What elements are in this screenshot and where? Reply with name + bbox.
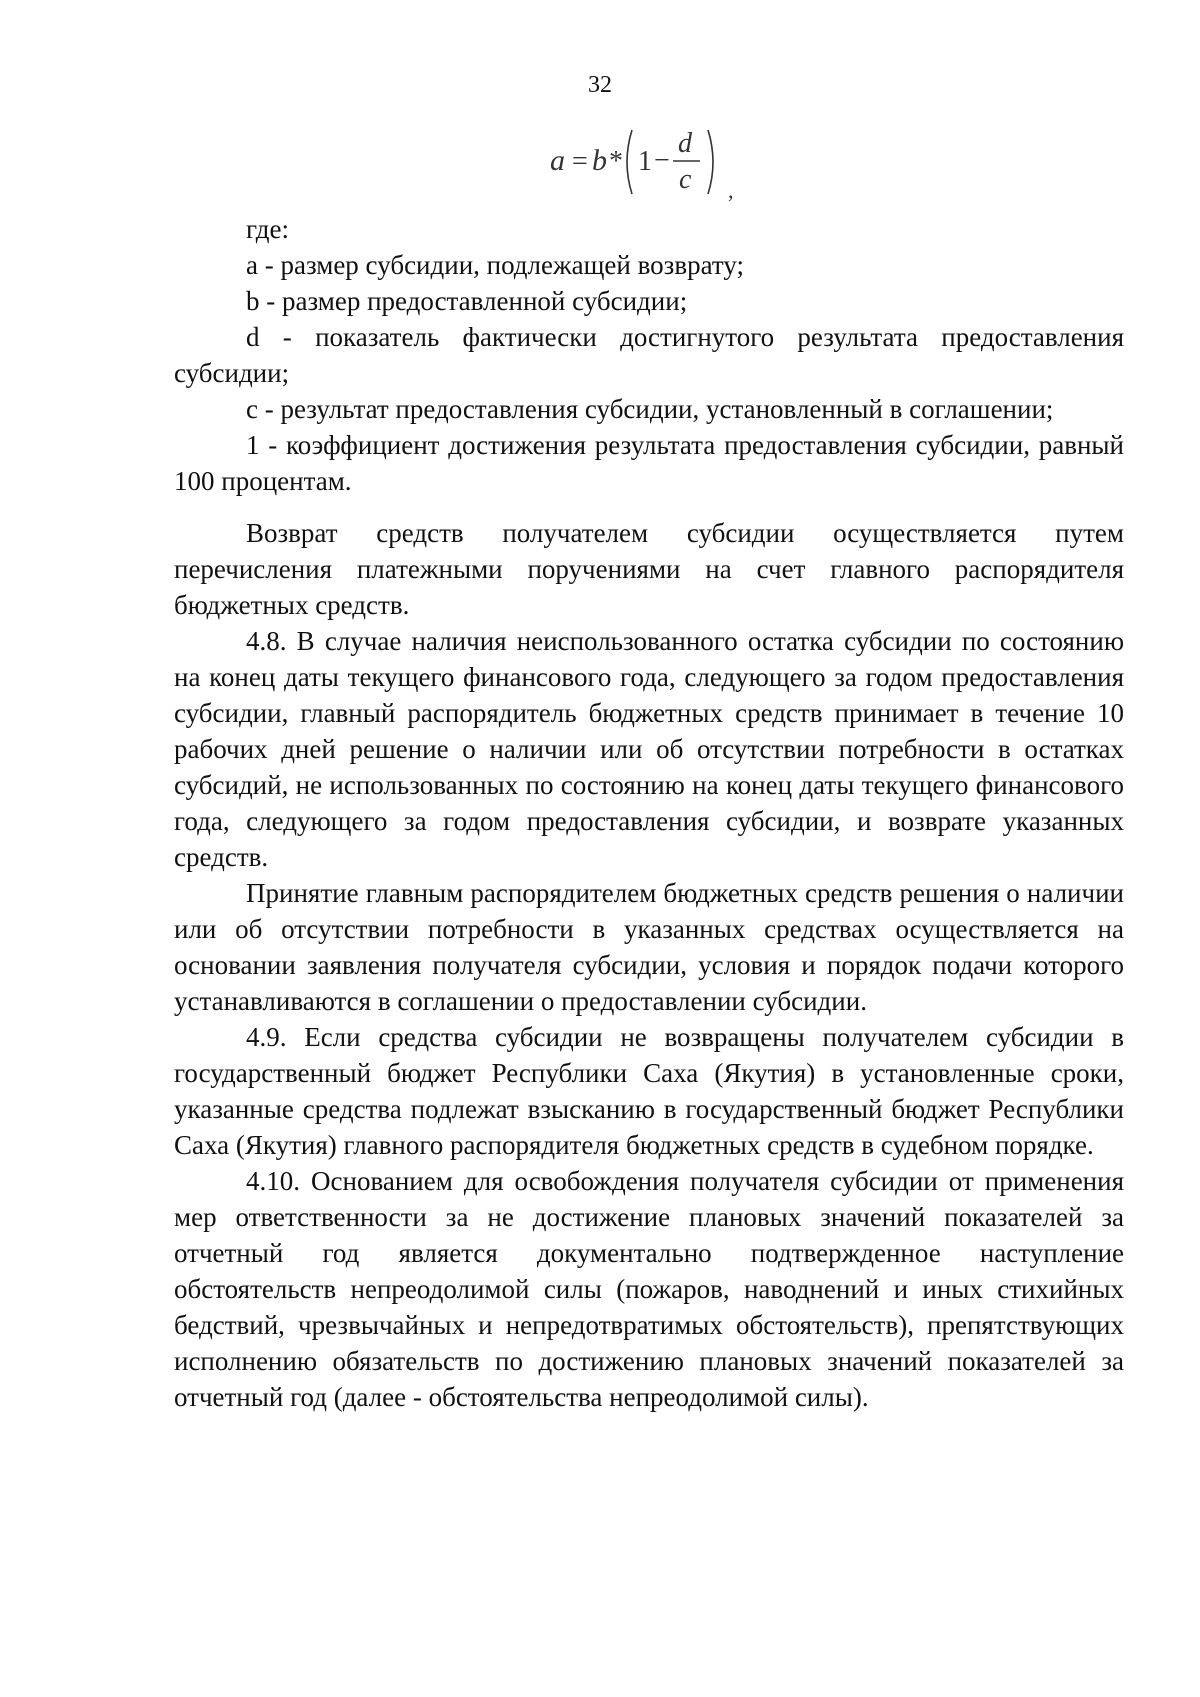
definition-c: c - результат предоставления субсидии, установленный в соглашении;	[246, 394, 1054, 424]
body-text	[174, 515, 1124, 1415]
paragraph-decision: Принятие главным распорядителем бюджетных средств решения о наличии или об отсутствии потребности в указанных средствах осуществляется на основании заявления получателя субсидии, условия и порядок подачи которого устанавливаются в соглашении о предоставлении субсидии.	[174, 878, 1124, 1016]
formula-lhs: a	[550, 144, 565, 177]
formula-denominator: c	[679, 164, 692, 195]
formula-left-paren	[627, 130, 632, 194]
definition-a: a - размер субсидии, подлежащей возврату;	[246, 250, 744, 280]
formula-eq: =	[572, 146, 588, 177]
definition-b: b - размер предоставленной субсидии;	[246, 286, 688, 316]
formula-b: b	[592, 144, 607, 177]
paragraph-4-10: 4.10. Основанием для освобождения получателя субсидии от применения мер ответственности за не достижение плановых значений показателей за отчетный год является документально подтвержденное наступление обстоятельств непреодолимой силы (пожаров, наводнений и иных стихийных бедствий, чрезвычайных и непредотвратимых обстоятельств), препятствующих исполнению обязательств по достижению плановых значений показателей за отчетный год (далее - обстоятельства непреодолимой силы).	[174, 1166, 1124, 1412]
paragraph-4-8: 4.8. В случае наличия неиспользованного остатка субсидии по состоянию на конец даты текущего финансового года, следующего за годом предоставления субсидии, главный распорядитель бюджетных средств принимает в течение 10 рабочих дней решение о наличии или об отсутствии потребности в остатках субсидий, не использованных по состоянию на конец даты текущего финансового года, следующего за годом предоставления субсидии, и возврате указанных средств.	[174, 626, 1124, 872]
paragraph-4-9: 4.9. Если средства субсидии не возвращены получателем субсидии в государственный бюджет Республики Саха (Якутия) в установленные сроки, указанные средства подлежат взысканию в государственный бюджет Республики Саха (Якутия) главного распорядителя бюджетных средств в судебном порядке.	[174, 1022, 1124, 1160]
definition-d: d - показатель фактически достигнутого результата предоставления субсидии;	[174, 322, 1124, 388]
formula-trail: ,	[728, 178, 734, 202]
paragraph-return: Возврат средств получателем субсидии осуществляется путем перечисления платежными поручениями на счет главного распорядителя бюджетных средств.	[174, 518, 1124, 620]
formula-times: *	[609, 146, 623, 177]
page-number: 32	[588, 72, 612, 98]
formula-one: 1	[638, 146, 652, 177]
definitions-block	[174, 211, 1124, 499]
formula	[548, 122, 748, 202]
formula-numerator: d	[678, 128, 692, 159]
where-label: где:	[246, 214, 289, 244]
formula-minus: −	[654, 145, 670, 176]
definition-1: 1 - коэффициент достижения результата предоставления субсидии, равный 100 процентам.	[174, 430, 1124, 496]
formula-right-paren	[708, 130, 713, 194]
